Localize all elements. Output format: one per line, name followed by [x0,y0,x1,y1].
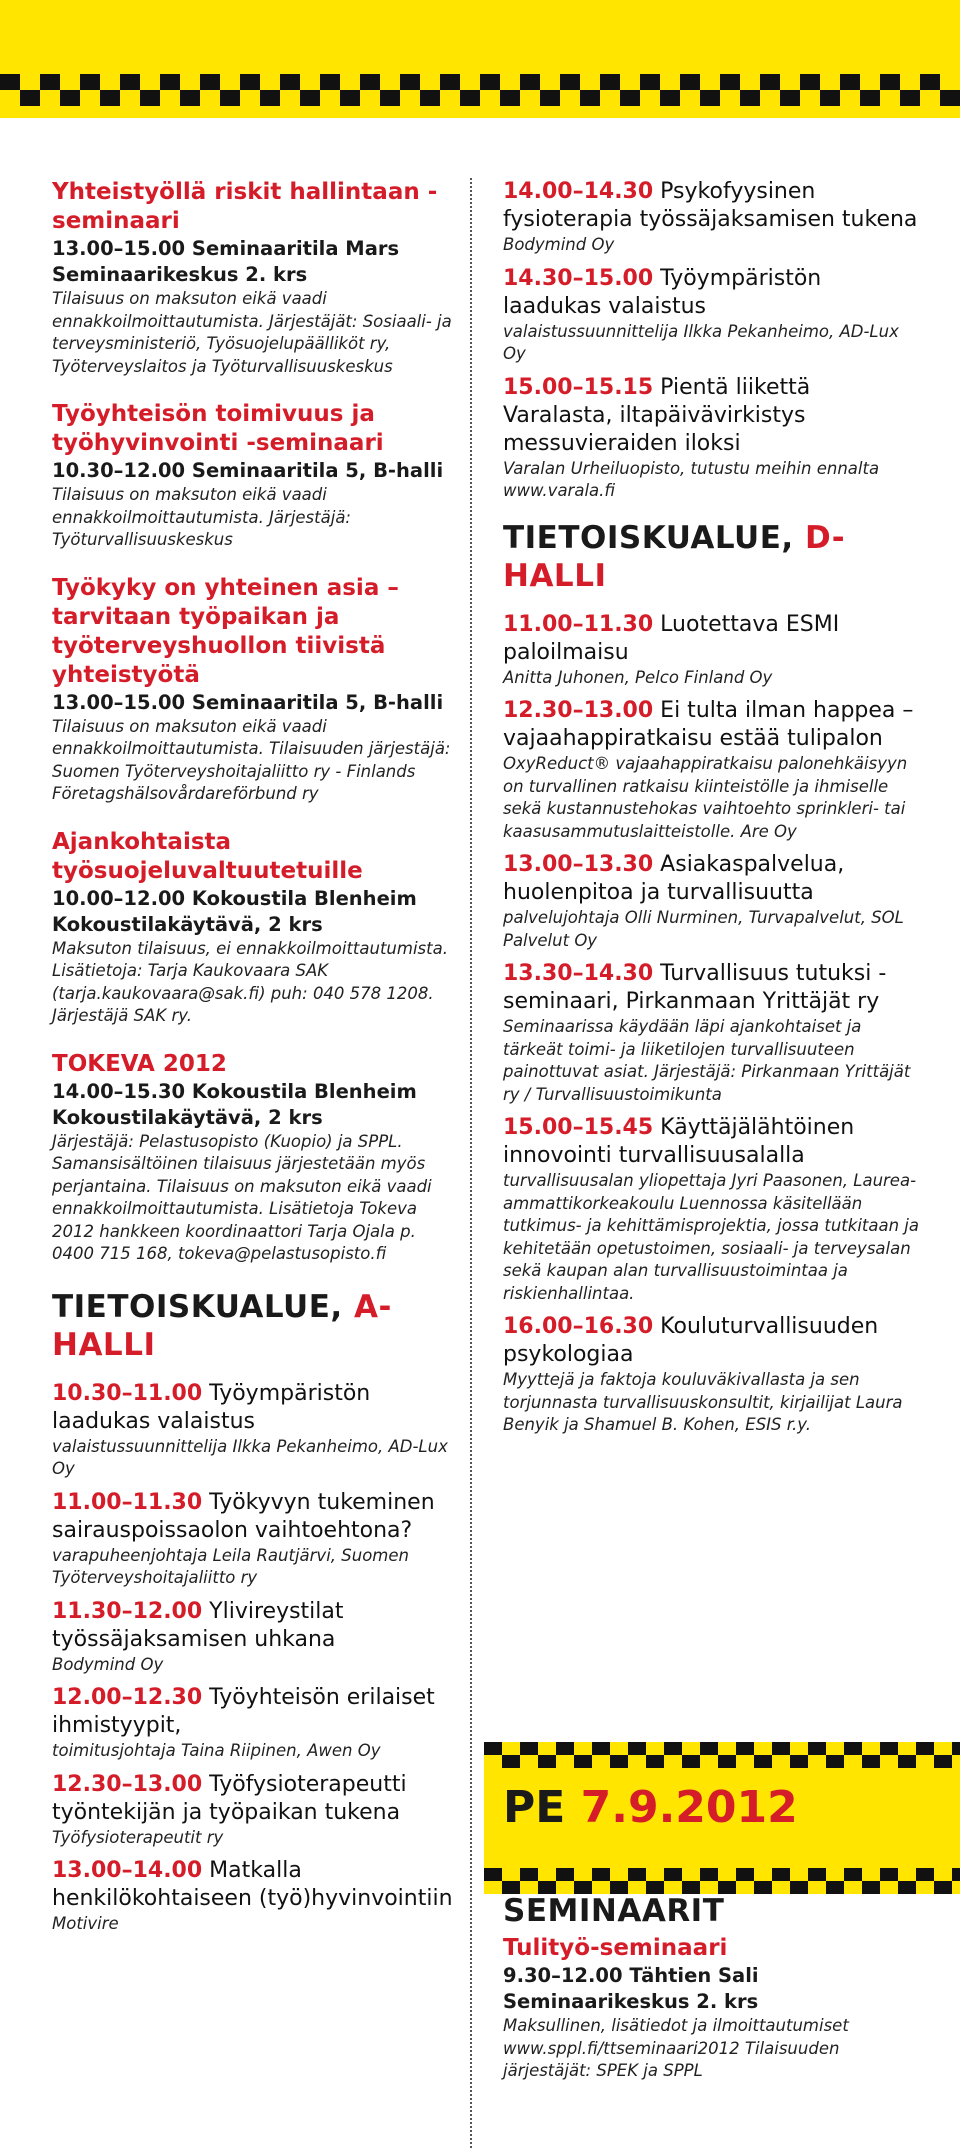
schedule-title: Turvallisuus tutuksi -seminaari, Pirkanmaan Yrittäjät ry [503,961,887,1014]
schedule-title: Työfysioterapeutti työntekijän ja työpaikan tukena [52,1771,407,1825]
schedule-desc: Motivire [52,1914,119,1933]
schedule-item [503,851,923,952]
seminar-block [52,574,460,806]
section-title-hall: A-HALLI [52,1288,392,1363]
schedule-time: 11.30–12.00 [52,1598,203,1624]
schedule-desc: Seminaarissa käydään läpi ajankohtaiset ja tärkeät toimi- ja liiketilojen turvallisuuteen painottuvat asiat. Järjestäjä: Pirkanmaan Yrittäjät ry / Turvallisuustoimikunta [503,1017,911,1104]
schedule-desc: Anitta Juhonen, Pelco Finland Oy [503,667,773,687]
date-banner-checker-bottom [484,1868,960,1894]
seminar-title: Ajankohtaista työsuojeluvaltuutetuille [52,828,363,884]
schedule-item [503,1114,923,1305]
seminar-time-place: 13.00–15.00 Seminaaritila Mars Seminaarikeskus 2. krs [52,237,400,286]
seminar-title: Työyhteisön toimivuus ja työhyvinvointi -seminaari [52,401,384,456]
schedule-item [503,178,923,257]
section-title-d-halli [503,519,923,595]
schedule-title: Psykofyysinen fysioterapia työssäjaksamisen tukena [503,179,918,232]
schedule-item [52,1771,460,1850]
schedule-time: 11.00–11.30 [503,611,654,637]
schedule-time: 14.00–14.30 [503,179,654,204]
date-value: 7.9.2012 [580,1782,798,1833]
seminar-block [52,400,460,552]
schedule-title: Työkyvyn tukeminen sairauspoissaolon vaihtoehtona? [52,1489,435,1543]
schedule-desc: OxyReduct® vajaahappiratkaisu palonehkäisyyn on turvallinen ratkaisu kiinteistölle ja ihmiselle sekä kustannustehokas vaihtoehto sprinkleri- tai kaasusammutuslaitteistolle. Are Oy [503,754,908,841]
seminar-block [52,828,460,1028]
schedule-title: Työympäristön laadukas valaistus [503,265,822,319]
checker-stripe [0,74,960,108]
schedule-item [52,1489,460,1590]
schedule-title: Pientä liikettä Varalasta, iltapäivävirkistys messuvieraiden iloksi [503,374,811,456]
seminaarit-section [503,1892,923,2083]
schedule-time: 15.00–15.45 [503,1115,654,1140]
schedule-item [503,960,923,1106]
schedule-time: 13.00–14.00 [52,1858,203,1883]
seminar-block [52,1050,460,1266]
schedule-title: Työyhteisön erilaiset ihmistyypit, [52,1685,435,1738]
section-title-a-halli [52,1288,460,1364]
schedule-item [503,697,923,843]
schedule-item [503,265,923,366]
seminar-time-place: 9.30–12.00 Tähtien Sali Seminaarikeskus 2. krs [503,1964,759,2013]
schedule-title: Käyttäjälähtöinen innovointi turvallisuusalalla [503,1115,855,1168]
schedule-time: 12.30–13.00 [52,1771,203,1797]
date-banner-title [503,1782,798,1834]
seminar-desc: Järjestäjä: Pelastusopisto (Kuopio) ja SPPL. Samansisältöinen tilaisuus järjestetään myös perjantaina. Tilaisuus on maksuton eikä vaadi ennakkoilmoittautumista. Lisätietoja Tokeva 2012 hankkeen koordinaattori Tarja Ojala p. 0400 715 168, tokeva@pelastusopisto.fi [52,1131,432,1263]
schedule-title: Ylivireystilat työssäjaksamisen uhkana [52,1598,344,1652]
date-banner-checker-top [484,1742,960,1768]
schedule-item [503,374,923,503]
seminar-title: Työkyky on yhteinen asia – tarvitaan työpaikan ja työterveyshuollon tiivistä yhteistyötä [52,574,399,688]
schedule-desc: Bodymind Oy [503,235,615,254]
schedule-desc: valaistussuunnittelija Ilkka Pekanheimo, AD-Lux Oy [503,321,899,363]
schedule-item [503,1313,923,1437]
seminar-title: TOKEVA 2012 [52,1050,227,1077]
schedule-desc: Myyttejä ja faktoja kouluväkivallasta ja sen torjunnasta turvallisuuskonsultit, kirjailijat Laura Benyik ja Shamuel B. Kohen, ESIS r.y. [503,1370,903,1434]
schedule-time: 16.00–16.30 [503,1314,654,1339]
date-prefix: PE [503,1782,581,1833]
schedule-title: Kouluturvallisuuden psykologiaa [503,1314,879,1367]
schedule-desc: Varalan Urheiluopisto, tutustu meihin ennalta www.varala.fi [503,458,880,500]
seminar-desc: Tilaisuus on maksuton eikä vaadi ennakkoilmoittautumista. Järjestäjä: Työturvallisuuskeskus [52,485,351,549]
schedule-title: Ei tulta ilman happea – vajaahappiratkaisu estää tulipalon [503,698,914,751]
column-divider [470,178,472,2148]
seminar-desc: Maksuton tilaisuus, ei ennakkoilmoittautumista. Lisätietoja: Tarja Kaukovaara SAK (tarja.kaukovaara@sak.fi) puh: 040 578 1208. Järjestäjä SAK ry. [52,938,448,1025]
seminar-block [52,178,460,378]
seminar-time-place: 10.00–12.00 Kokoustila Blenheim Kokoustilakäytävä, 2 krs [52,886,417,936]
seminaarit-heading: SEMINAARIT [503,1893,725,1929]
schedule-desc: valaistussuunnittelija Ilkka Pekanheimo, AD-Lux Oy [52,1436,448,1478]
seminar-title: Yhteistyöllä riskit hallintaan -seminaari [52,179,438,234]
section-title-hall: D-HALLI [503,519,846,594]
schedule-time: 10.30–11.00 [52,1380,203,1406]
schedule-time: 14.30–15.00 [503,265,654,291]
schedule-desc: varapuheenjohtaja Leila Rautjärvi, Suomen Työterveyshoitajaliitto ry [52,1545,409,1587]
seminar-desc: Maksullinen, lisätiedot ja ilmoittautumiset www.sppl.fi/ttseminaari2012 Tilaisuuden järjestäjät: SPEK ja SPPL [503,2016,849,2080]
section-title-prefix: TIETOISKUALUE, [503,519,805,556]
seminar-time-place: 14.00–15.30 Kokoustila Blenheim Kokoustilakäytävä, 2 krs [52,1079,417,1129]
schedule-item [52,1684,460,1763]
schedule-desc: Bodymind Oy [52,1654,164,1674]
left-column [52,178,460,1944]
seminar-desc: Tilaisuus on maksuton eikä vaadi ennakkoilmoittautumista. Järjestäjät: Sosiaali- ja terveysministeriö, Työsuojelupäälliköt ry, Työterveyslaitos ja Työturvallisuuskeskus [52,289,452,376]
schedule-time: 11.00–11.30 [52,1489,203,1515]
seminar-time-place: 13.00–15.00 Seminaaritila 5, B-halli [52,690,444,714]
schedule-time: 13.30–14.30 [503,961,654,986]
schedule-desc: turvallisuusalan yliopettaja Jyri Paasonen, Laurea-ammattikorkeakoulu Luennossa käsitellään tutkimus- ja kehittämisprojektia, jossa tutkitaan ja kehitetään opetustoimen, sosiaali- ja terveysalan sekä kaupan alan turvallisuustoimintaa ja riskienhallintaa. [503,1171,920,1303]
schedule-desc: toimitusjohtaja Taina Riipinen, Awen Oy [52,1741,381,1760]
schedule-time: 13.00–13.30 [503,852,654,877]
schedule-item [52,1857,460,1936]
right-column [503,178,923,1445]
seminar-desc: Tilaisuus on maksuton eikä vaadi ennakkoilmoittautumista. Tilaisuuden järjestäjä: Suomen Työterveyshoitajaliitto ry - Finlands Företagshälsovårdareförbund ry [52,716,451,803]
section-title-prefix: TIETOISKUALUE, [52,1288,354,1325]
schedule-title: Asiakaspalvelua, huolenpitoa ja turvallisuutta [503,852,845,905]
schedule-time: 12.00–12.30 [52,1685,203,1710]
schedule-item [52,1598,460,1677]
schedule-desc: palvelujohtaja Olli Nurminen, Turvapalvelut, SOL Palvelut Oy [503,908,904,950]
schedule-desc: Työfysioterapeutit ry [52,1827,224,1847]
schedule-time: 15.00–15.15 [503,374,654,400]
seminar-time-place: 10.30–12.00 Seminaaritila 5, B-halli [52,459,444,482]
seminar-title: Tulityö-seminaari [503,1935,728,1961]
schedule-title: Työympäristön laadukas valaistus [52,1380,371,1434]
schedule-item [52,1380,460,1481]
schedule-title: Luotettava ESMI paloilmaisu [503,611,840,665]
schedule-time: 12.30–13.00 [503,698,654,723]
schedule-title: Matkalla henkilökohtaiseen (työ)hyvinvointiin [52,1858,453,1911]
schedule-item [503,611,923,690]
